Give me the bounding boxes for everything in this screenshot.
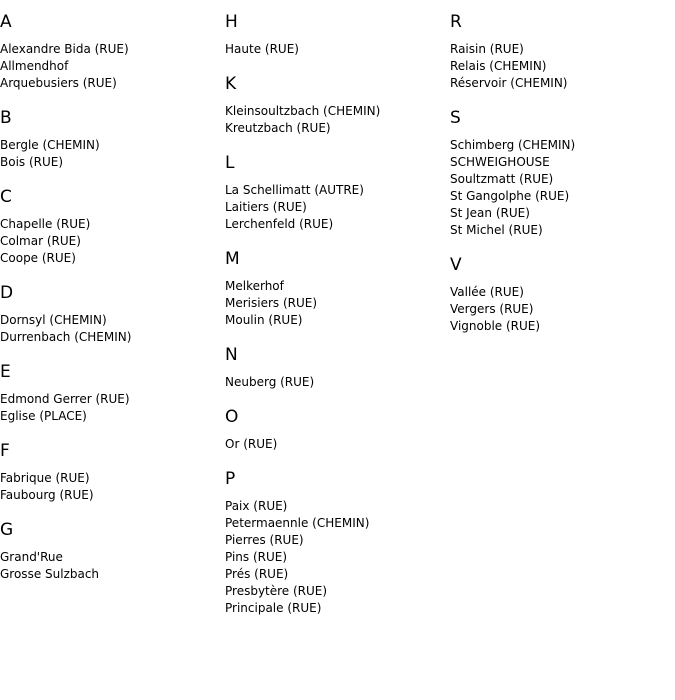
street-link[interactable]: Dornsyl (CHEMIN) <box>0 313 107 327</box>
street-list <box>0 391 220 425</box>
street-link[interactable]: Merisiers (RUE) <box>225 296 318 310</box>
letter-heading: S <box>450 108 461 128</box>
letter-group <box>450 107 670 239</box>
street-link[interactable]: St Michel (RUE) <box>450 223 543 237</box>
street-link[interactable]: Lerchenfeld (RUE) <box>225 217 334 231</box>
letter-group <box>0 519 220 583</box>
street-link[interactable]: Soultzmatt (RUE) <box>450 172 554 186</box>
street-link[interactable]: Chapelle (RUE) <box>0 217 91 231</box>
letter-group <box>225 344 445 391</box>
letter-group <box>225 11 445 58</box>
street-link[interactable]: Allmendhof <box>0 59 69 73</box>
letter-group <box>450 11 670 92</box>
letter-group <box>225 152 445 233</box>
letter-group <box>0 361 220 425</box>
letter-group <box>0 440 220 504</box>
street-list <box>450 284 670 335</box>
letter-heading: P <box>225 469 236 489</box>
street-list <box>0 41 220 92</box>
letter-group <box>225 73 445 137</box>
index-column-3 <box>450 11 670 350</box>
street-list <box>450 41 670 92</box>
letter-heading: H <box>225 12 238 32</box>
letter-heading: L <box>225 153 235 173</box>
street-list <box>225 374 445 391</box>
street-list <box>0 137 220 171</box>
letter-heading: K <box>225 74 237 94</box>
letter-group <box>0 11 220 92</box>
letter-group <box>450 254 670 335</box>
letter-heading: G <box>0 520 14 540</box>
street-link[interactable]: Alexandre Bida (RUE) <box>0 42 129 56</box>
street-link[interactable]: Or (RUE) <box>225 437 278 451</box>
street-link[interactable]: Laitiers (RUE) <box>225 200 307 214</box>
street-link[interactable]: Moulin (RUE) <box>225 313 303 327</box>
letter-heading: V <box>450 255 462 275</box>
letter-heading: A <box>0 12 12 32</box>
letter-heading: R <box>450 12 462 32</box>
street-link[interactable]: Durrenbach (CHEMIN) <box>0 330 132 344</box>
street-link[interactable]: SCHWEIGHOUSE <box>450 155 550 169</box>
street-list <box>225 182 445 233</box>
street-list <box>225 103 445 137</box>
street-link[interactable]: Neuberg (RUE) <box>225 375 315 389</box>
street-link[interactable]: Réservoir (CHEMIN) <box>450 76 568 90</box>
street-list <box>225 41 445 58</box>
street-link[interactable]: St Gangolphe (RUE) <box>450 189 570 203</box>
street-link[interactable]: Pins (RUE) <box>225 550 288 564</box>
letter-group <box>0 107 220 171</box>
street-list <box>0 216 220 267</box>
letter-group <box>225 406 445 453</box>
street-link[interactable]: Eglise (PLACE) <box>0 409 87 423</box>
letter-heading: N <box>225 345 238 365</box>
street-link[interactable]: Coope (RUE) <box>0 251 76 265</box>
street-link[interactable]: Bois (RUE) <box>0 155 64 169</box>
street-link[interactable]: Faubourg (RUE) <box>0 488 94 502</box>
letter-group <box>225 248 445 329</box>
letter-heading: M <box>225 249 240 269</box>
street-link[interactable]: Prés (RUE) <box>225 567 289 581</box>
letter-heading: D <box>0 283 14 303</box>
street-link[interactable]: Vergers (RUE) <box>450 302 534 316</box>
street-link[interactable]: Paix (RUE) <box>225 499 288 513</box>
street-list <box>225 436 445 453</box>
street-link[interactable]: Vallée (RUE) <box>450 285 524 299</box>
letter-heading: B <box>0 108 12 128</box>
letter-heading: E <box>0 362 11 382</box>
street-link[interactable]: Vignoble (RUE) <box>450 319 541 333</box>
street-link[interactable]: La Schellimatt (AUTRE) <box>225 183 364 197</box>
letter-group <box>225 468 445 617</box>
letter-heading: O <box>225 407 239 427</box>
street-link[interactable]: Grosse Sulzbach <box>0 567 100 581</box>
street-link[interactable]: Haute (RUE) <box>225 42 299 56</box>
street-link[interactable]: Principale (RUE) <box>225 601 322 615</box>
street-link[interactable]: Presbytère (RUE) <box>225 584 328 598</box>
street-link[interactable]: Relais (CHEMIN) <box>450 59 547 73</box>
street-list <box>225 278 445 329</box>
street-link[interactable]: Raisin (RUE) <box>450 42 524 56</box>
street-link[interactable]: Bergle (CHEMIN) <box>0 138 100 152</box>
street-link[interactable]: St Jean (RUE) <box>450 206 530 220</box>
street-link[interactable]: Kreutzbach (RUE) <box>225 121 331 135</box>
street-link[interactable]: Pierres (RUE) <box>225 533 304 547</box>
street-list <box>0 470 220 504</box>
street-link[interactable]: Petermaennle (CHEMIN) <box>225 516 370 530</box>
letter-heading: C <box>0 187 12 207</box>
letter-heading: F <box>0 441 10 461</box>
index-column-2 <box>225 11 445 632</box>
street-list <box>0 549 220 583</box>
street-list <box>225 498 445 617</box>
street-list <box>0 312 220 346</box>
street-link[interactable]: Arquebusiers (RUE) <box>0 76 117 90</box>
street-link[interactable]: Melkerhof <box>225 279 284 293</box>
street-link[interactable]: Grand'Rue <box>0 550 63 564</box>
street-link[interactable]: Edmond Gerrer (RUE) <box>0 392 130 406</box>
street-list <box>450 137 670 239</box>
street-link[interactable]: Colmar (RUE) <box>0 234 81 248</box>
letter-group <box>0 186 220 267</box>
index-column-1 <box>0 11 220 598</box>
street-link[interactable]: Kleinsoultzbach (CHEMIN) <box>225 104 381 118</box>
street-link[interactable]: Fabrique (RUE) <box>0 471 90 485</box>
letter-group <box>0 282 220 346</box>
street-link[interactable]: Schimberg (CHEMIN) <box>450 138 576 152</box>
